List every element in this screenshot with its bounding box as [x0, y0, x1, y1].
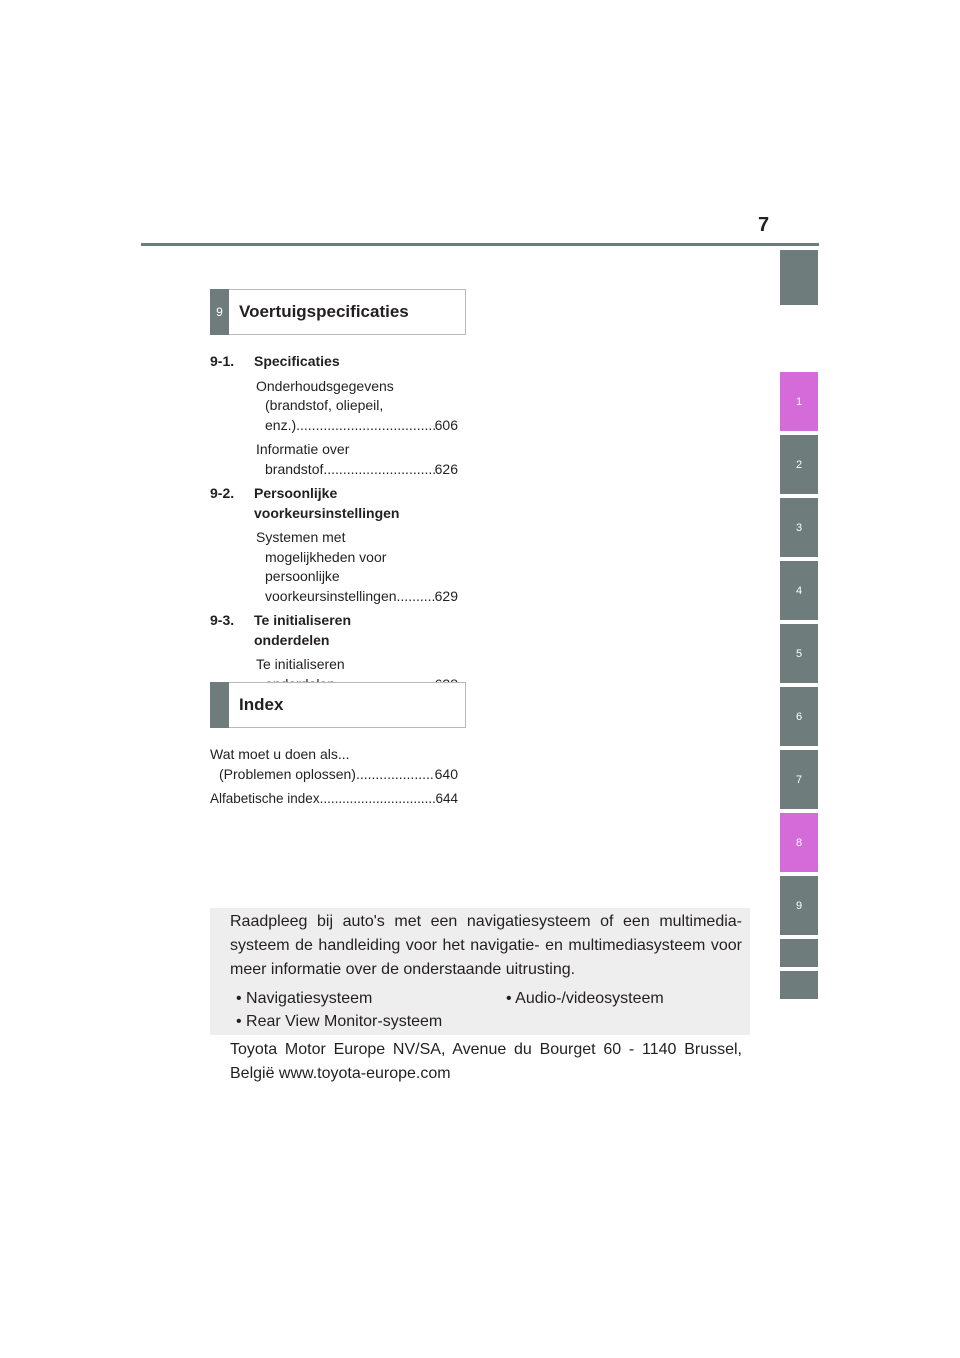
chapter-tab-3[interactable]: 3	[780, 498, 818, 557]
header-rule	[141, 243, 819, 246]
page-ref: 640	[434, 765, 458, 782]
chapter-title: Persoonlijke	[254, 485, 338, 501]
chapter-tab-1[interactable]: 1	[780, 372, 818, 431]
toc-entry[interactable]	[210, 377, 458, 436]
chapter-number: 9-2.	[210, 485, 235, 501]
chapter-tab[interactable]	[780, 939, 818, 967]
toc-chapter[interactable]	[210, 352, 458, 372]
chapter-tab-4[interactable]: 4	[780, 561, 818, 620]
index-entry[interactable]	[210, 789, 458, 809]
section-title: Voertuigspecificaties	[239, 302, 409, 321]
info-list-left	[236, 988, 442, 1033]
chapter-tab[interactable]	[780, 971, 818, 999]
page-ref: 606	[434, 416, 458, 433]
dot-leader	[296, 416, 435, 436]
list-item: • Rear View Monitor-systeem	[236, 1011, 442, 1034]
footer-text: Toyota Motor Europe NV/SA, Avenue du Bourget 60 - 1140 Brussel, België www.toyota-europe.com	[230, 1041, 742, 1082]
chapter-tab[interactable]	[780, 250, 818, 305]
entry-text: mogelijkheden voor	[265, 548, 387, 565]
section-tab-number: 9	[210, 289, 229, 335]
page-ref: 626	[434, 460, 458, 477]
page-number: 7	[758, 214, 770, 236]
table-of-contents	[210, 352, 458, 699]
index-entry[interactable]	[210, 745, 458, 784]
page-ref: 629	[434, 587, 458, 604]
chapter-tab-2[interactable]: 2	[780, 435, 818, 494]
info-text: Raadpleeg bij auto's met een navigatiesysteem of een multimedia-systeem de handleiding voor het navigatie- en multimediasysteem voor meer informatie over de onderstaande uitrusting.	[230, 913, 742, 978]
chapter-number: 9-3.	[210, 612, 235, 628]
dot-leader	[323, 460, 434, 480]
toc-entry[interactable]	[210, 528, 458, 606]
list-item: • Audio-/videosysteem	[506, 988, 664, 1011]
chapter-tab-7[interactable]: 7	[780, 750, 818, 809]
dot-leader	[320, 789, 436, 809]
entry-text: Informatie over	[256, 441, 350, 457]
chapter-title: Specificaties	[254, 353, 340, 369]
entry-text: Te initialiseren	[256, 656, 345, 672]
chapter-tab-6[interactable]: 6	[780, 687, 818, 746]
entry-text: Systemen met	[256, 529, 346, 545]
chapter-tab-8[interactable]: 8	[780, 813, 818, 872]
list-item: • Navigatiesysteem	[236, 988, 442, 1011]
index-entry-text: (Problemen oplossen)	[219, 765, 356, 782]
chapter-title: voorkeursinstellingen	[254, 504, 400, 521]
section-title-index: Index	[239, 695, 284, 714]
chapter-tab-5[interactable]: 5	[780, 624, 818, 683]
entry-text: enz.)	[265, 416, 297, 433]
chapter-tab-9[interactable]: 9	[780, 876, 818, 935]
entry-text: brandstof	[265, 460, 324, 477]
toc-chapter[interactable]	[210, 484, 458, 523]
page-ref: 644	[435, 791, 458, 806]
section-header-9	[210, 289, 466, 335]
info-box	[210, 908, 750, 1035]
entry-text: (brandstof, oliepeil,	[265, 397, 384, 413]
entry-text: persoonlijke	[265, 568, 340, 584]
index-entry-text: Wat moet u doen als...	[210, 746, 350, 762]
toc-chapter[interactable]	[210, 611, 458, 650]
entry-text: Onderhoudsgegevens	[256, 377, 394, 394]
toc-entry[interactable]	[210, 440, 458, 479]
index-list	[210, 745, 458, 809]
index-entry-text: Alfabetische index	[210, 791, 320, 806]
chapter-title: Te initialiseren	[254, 612, 351, 628]
section-tab	[210, 682, 229, 728]
dot-leader	[397, 587, 435, 607]
chapter-number: 9-1.	[210, 353, 235, 369]
section-header-index	[210, 682, 466, 728]
dot-leader	[356, 765, 435, 785]
entry-text: voorkeursinstellingen	[265, 587, 397, 604]
chapter-title: onderdelen	[254, 631, 330, 648]
info-list-right	[506, 988, 664, 1011]
